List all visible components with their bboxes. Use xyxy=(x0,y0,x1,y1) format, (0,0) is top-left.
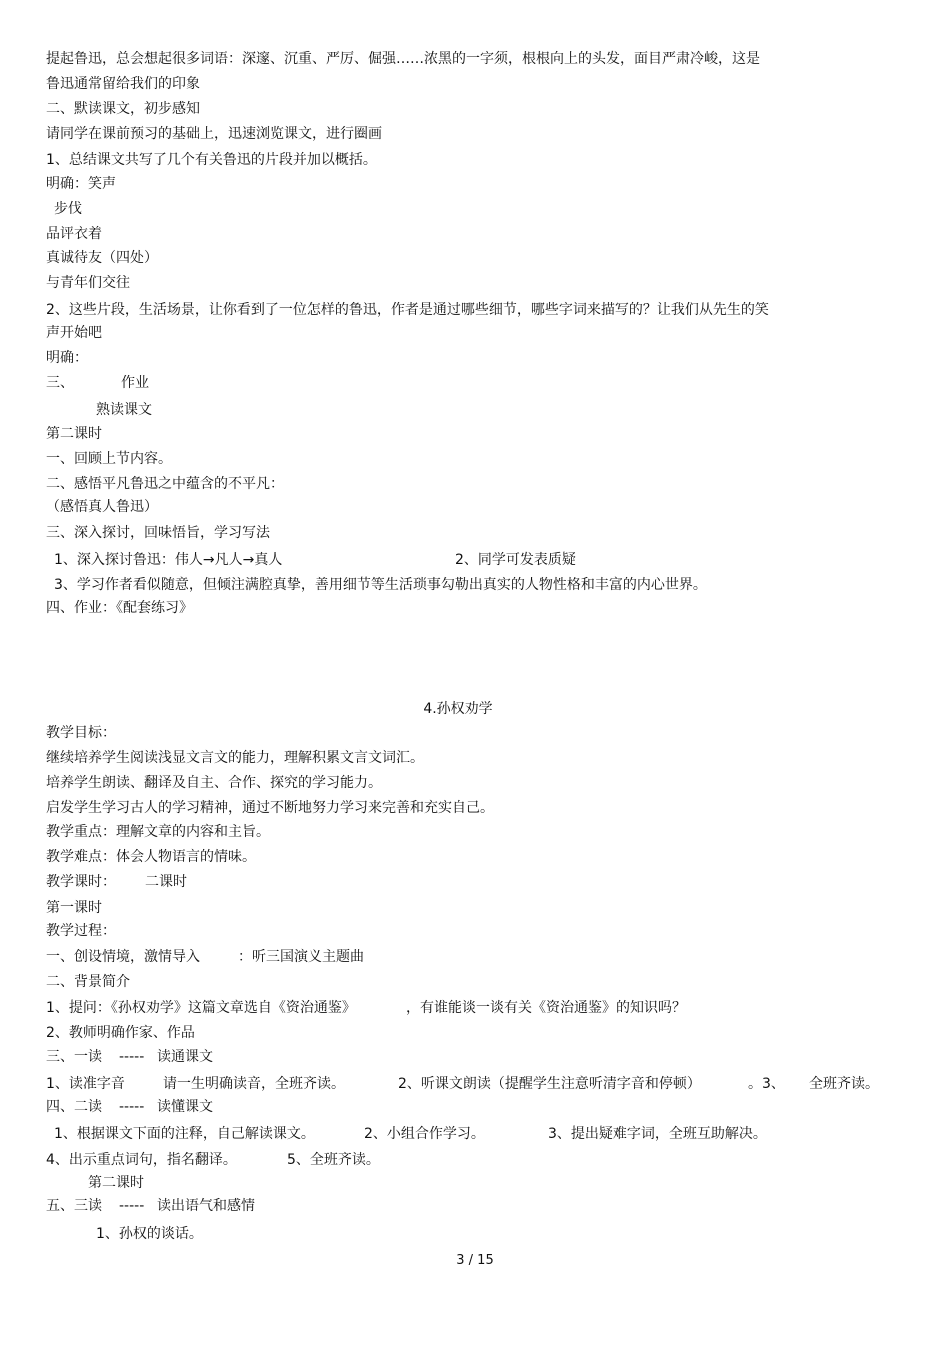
paragraph-line: ：听三国演义主题曲 xyxy=(238,949,364,965)
paragraph-line: 启发学生学习古人的学习精神，通过不断地努力学习来完善和充实自己。 xyxy=(46,800,494,816)
section-heading-number: 三、 xyxy=(46,375,74,391)
section-heading: 四、二读 xyxy=(46,1099,102,1115)
paragraph-line: 请同学在课前预习的基础上，迅速浏览课文，进行圈画 xyxy=(46,126,382,142)
lesson-heading: 第二课时 xyxy=(46,426,102,442)
list-item: 1、孙权的谈话。 xyxy=(96,1226,203,1242)
section-heading: 四、作业：《配套练习》 xyxy=(46,600,193,616)
section-heading: 读通课文 xyxy=(157,1049,213,1065)
paragraph-line: 教学过程： xyxy=(46,923,116,939)
list-item: 5、全班齐读。 xyxy=(287,1152,380,1168)
list-item: 2、同学可发表质疑 xyxy=(455,552,576,568)
dash-separator: ----- xyxy=(119,1099,145,1115)
list-item: 3、学习作者看似随意，但倾注满腔真挚，善用细节等生活琐事勾勒出真实的人物性格和丰富的内心世界。 xyxy=(54,577,707,593)
paragraph-line: 教学难点：体会人物语言的情味。 xyxy=(46,849,256,865)
paragraph-line: 1、总结课文共写了几个有关鲁迅的片段并加以概括。 xyxy=(46,152,377,168)
paragraph-line: 继续培养学生阅读浅显文言文的能力，理解积累文言文词汇。 xyxy=(46,750,424,766)
section-heading: 二、感悟平凡鲁迅之中蕴含的不平凡： xyxy=(46,476,284,492)
list-item: 1、根据课文下面的注释，自己解读课文。 xyxy=(54,1126,315,1142)
paragraph-line: 教学课时： xyxy=(46,874,116,890)
section-heading: 读懂课文 xyxy=(157,1099,213,1115)
section-heading: 读出语气和感情 xyxy=(157,1198,255,1214)
list-item: 请一生明确读音，全班齐读。 xyxy=(163,1076,345,1092)
section-heading: 三、深入探讨，回味悟旨，学习写法 xyxy=(46,525,270,541)
section-heading: 五、三读 xyxy=(46,1198,102,1214)
paragraph-line: 真诚待友（四处） xyxy=(46,250,158,266)
paragraph-line: 明确： xyxy=(46,350,88,366)
dash-separator: ----- xyxy=(119,1049,145,1065)
section-heading: 作业 xyxy=(121,375,149,391)
paragraph-line: 2、教师明确作家、作品 xyxy=(46,1025,195,1041)
list-item: 2、小组合作学习。 xyxy=(364,1126,485,1142)
paragraph-line: 步伐 xyxy=(54,201,82,217)
paragraph-line: 熟读课文 xyxy=(96,402,152,418)
paragraph-line: 1、提问：《孙权劝学》这篇文章选自《资治通鉴》 xyxy=(46,1000,356,1016)
dash-separator: ----- xyxy=(119,1198,145,1214)
paragraph-line: 提起鲁迅，总会想起很多词语：深邃、沉重、严厉、倔强……浓黑的一字须，根根向上的头发，面目严肃冷峻，这是 xyxy=(46,51,760,67)
list-item: 1、深入探讨鲁迅：伟人→凡人→真人 xyxy=(54,552,283,568)
section-heading: 二、默读课文，初步感知 xyxy=(46,101,200,117)
list-item: 。3、 xyxy=(748,1076,785,1092)
list-item: 2、听课文朗读（提醒学生注意听清字音和停顿） xyxy=(398,1076,701,1092)
paragraph-line: 教学重点：理解文章的内容和主旨。 xyxy=(46,824,270,840)
lesson-heading: 第一课时 xyxy=(46,900,102,916)
list-item: 1、读准字音 xyxy=(46,1076,125,1092)
paragraph-line: 鲁迅通常留给我们的印象 xyxy=(46,76,200,92)
section-heading: 三、一读 xyxy=(46,1049,102,1065)
paragraph-line: 二课时 xyxy=(145,874,187,890)
paragraph-line: ，有谁能谈一谈有关《资治通鉴》的知识吗？ xyxy=(406,1000,686,1016)
paragraph-line: 品评衣着 xyxy=(46,226,102,242)
paragraph-line: 声开始吧 xyxy=(46,325,102,341)
paragraph-line: 培养学生朗读、翻译及自主、合作、探究的学习能力。 xyxy=(46,775,382,791)
section-heading: 一、创设情境，激情导入 xyxy=(46,949,200,965)
paragraph-line: 与青年们交往 xyxy=(46,275,130,291)
paragraph-line: （感悟真人鲁迅） xyxy=(46,499,158,515)
page-number: 3 / 15 xyxy=(456,1253,494,1268)
paragraph-line: 教学目标： xyxy=(46,725,116,741)
list-item: 全班齐读。 xyxy=(809,1076,879,1092)
section-heading: 一、回顾上节内容。 xyxy=(46,451,172,467)
lesson-heading: 第二课时 xyxy=(88,1175,144,1191)
list-item: 4、出示重点词句，指名翻译。 xyxy=(46,1152,237,1168)
lesson-title: 4.孙权劝学 xyxy=(423,701,493,717)
list-item: 3、提出疑难字词，全班互助解决。 xyxy=(548,1126,767,1142)
paragraph-line: 2、这些片段，生活场景，让你看到了一位怎样的鲁迅，作者是通过哪些细节，哪些字词来描写的？让我们从先生的笑 xyxy=(46,302,769,318)
section-heading: 二、背景简介 xyxy=(46,974,130,990)
paragraph-line: 明确：笑声 xyxy=(46,176,116,192)
